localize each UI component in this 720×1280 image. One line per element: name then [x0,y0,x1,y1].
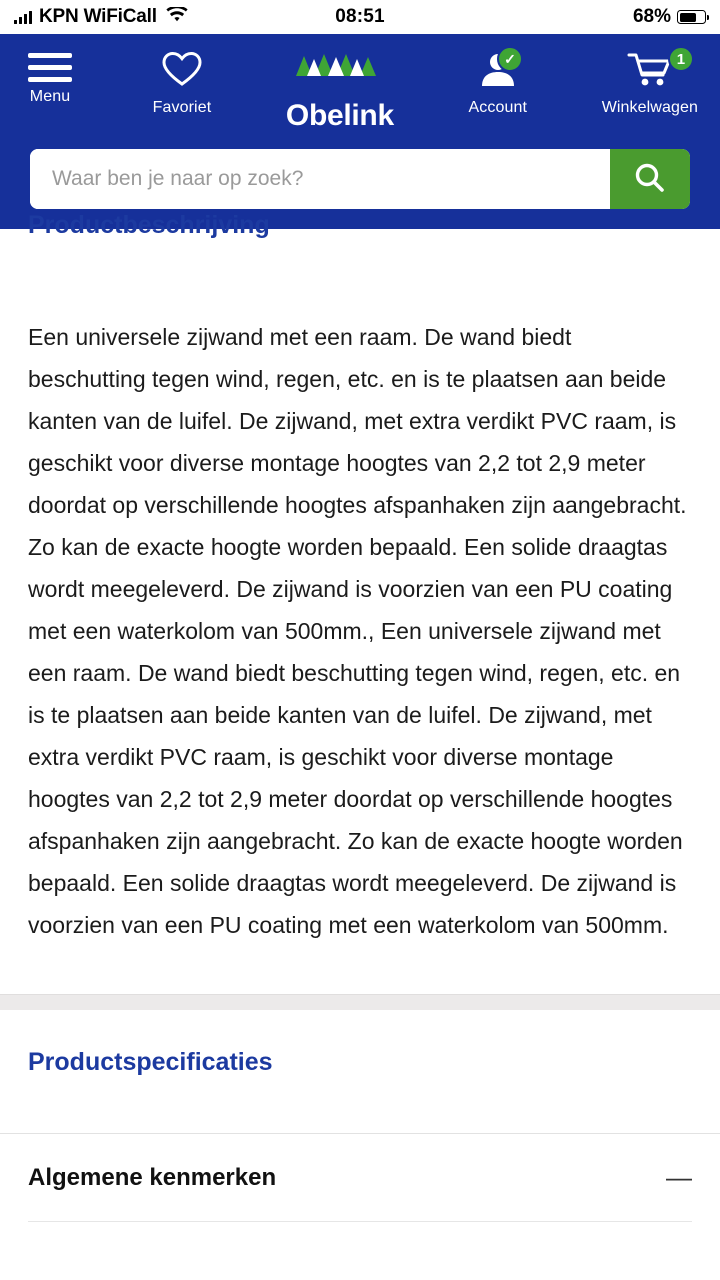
account-label: Account [468,99,528,116]
cart-label: Winkelwagen [601,99,698,116]
search-box[interactable] [30,149,690,209]
accordion-algemene-kenmerken[interactable] [0,1133,720,1193]
heart-icon [160,50,204,93]
ios-status-bar [0,0,720,34]
magnifier-icon [633,161,667,198]
favorites-button[interactable] [153,50,212,117]
product-specifications-heading: Productspecificaties [28,1048,273,1076]
hamburger-icon [28,50,72,82]
obelink-logo[interactable] [286,52,394,133]
product-description-block [0,316,720,946]
header-nav-row [0,44,720,133]
favorites-label: Favoriet [152,99,212,116]
minus-icon[interactable]: — [666,1162,692,1192]
cart-count-badge: 1 [668,46,694,72]
site-header [0,34,720,229]
obelink-wordmark: Obelink [285,99,394,132]
cart-button[interactable] [602,50,698,117]
accordion-underline [28,1221,692,1222]
status-bar-clock: 08:51 [335,6,385,27]
accordion-label: Algemene kenmerken [28,1163,277,1191]
product-content [0,211,720,1222]
section-divider [0,994,720,1010]
battery-percentage-label: 68% [632,6,671,27]
search-submit-button[interactable] [610,149,690,209]
product-description-text: Een universele zijwand met een raam. De wand biedt beschutting tegen wind, regen, etc. en is te plaatsen aan beide kanten van de luifel. De zijwand, met extra verdikt PVC raam, is geschikt voor diverse montage hoogtes van 2,2 tot 2,9 meter doordat op verschillende hoogtes afspanhaken zijn aangebracht. Zo kan de exacte hoogte worden bepaald. Een solide draagtas wordt meegeleverd. De zijwand is voorzien van een PU coating met een waterkolom van 500mm., Een universele zijwand met een raam. De wand biedt beschutting tegen wind, regen, etc. en is te plaatsen aan beide kanten van de luifel. De zijwand, met extra verdikt PVC raam, is geschikt voor diverse montage hoogtes van 2,2 tot 2,9 meter doordat op verschillende hoogtes afspanhaken zijn aangebracht. Zo kan de exacte hoogte worden bepaald. Een solide draagtas wordt meegeleverd. De zijwand is voorzien van een PU coating met een waterkolom van 500mm. [28,324,687,938]
shopping-cart-icon [627,50,673,93]
menu-label: Menu [29,88,71,105]
menu-button[interactable] [22,50,78,106]
obelink-trees-logo-icon [290,52,390,97]
account-status-badge: ✓ [497,46,523,72]
product-description-heading: Productbeschrijving [28,211,270,239]
carrier-label: KPN WiFiCall [39,6,157,27]
account-button[interactable] [469,50,528,117]
search-input[interactable] [30,149,610,209]
battery-icon [677,10,706,24]
